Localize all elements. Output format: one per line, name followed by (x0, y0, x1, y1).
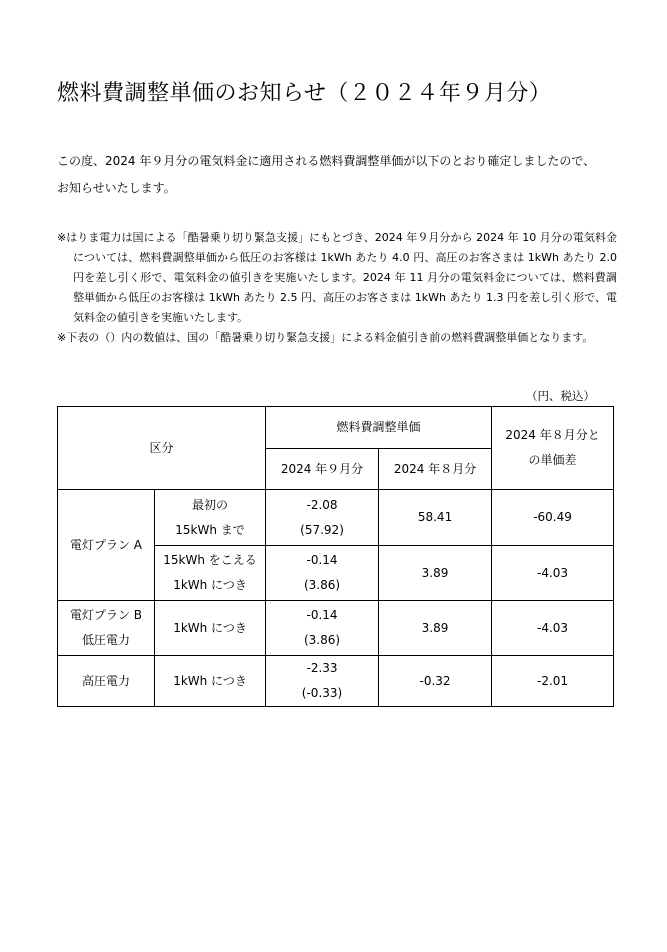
plan-a-r2-sep-value: -0.14 (306, 553, 338, 567)
page-title: 燃料費調整単価のお知らせ（２０２４年９月分） (57, 81, 552, 106)
table-row (58, 601, 614, 656)
unit-note: （円、税込） (526, 389, 595, 403)
header-diff (492, 407, 614, 490)
note-parentheses: ※下表の（）内の数値は、国の「酷暑乗り切り緊急支援」による料金値引き前の燃料費調整単価となります。 (57, 331, 594, 344)
hv-sep-value: -2.33 (306, 661, 338, 675)
table-header-row (58, 407, 614, 449)
hv-diff: -2.01 (492, 656, 614, 707)
fuel-adjustment-table (57, 406, 614, 707)
plan-b-diff: -4.03 (492, 601, 614, 656)
plan-a-r2-range (155, 546, 266, 601)
hv-sep (266, 656, 379, 707)
plan-a-r2-range-l2: 1kWh につき (173, 578, 247, 592)
plan-a-label: 電灯プラン A (58, 490, 155, 601)
notes (57, 228, 617, 348)
hv-label: 高圧電力 (58, 656, 155, 707)
plan-b-sep-pre: (3.86) (303, 633, 341, 647)
header-aug: 2024 年８月分 (379, 449, 492, 490)
header-category: 区分 (58, 407, 266, 490)
hv-aug: -0.32 (379, 656, 492, 707)
plan-a-r1-range (155, 490, 266, 546)
plan-a-r1-aug: 58.41 (379, 490, 492, 546)
plan-a-r2-range-l1: 15kWh をこえる (163, 553, 257, 567)
plan-b-unit: 1kWh につき (155, 601, 266, 656)
hv-sep-pre: (-0.33) (301, 686, 343, 700)
plan-a-r1-sep-value: -2.08 (306, 497, 338, 512)
plan-a-r1-diff: -60.49 (492, 490, 614, 546)
plan-a-r1-sep (266, 490, 379, 546)
hv-unit: 1kWh につき (155, 656, 266, 707)
plan-a-r1-sep-pre: (57.92) (300, 522, 344, 537)
plan-a-r1-range-l1: 最初の (192, 497, 229, 512)
table-row (58, 490, 614, 546)
plan-b-label (58, 601, 155, 656)
plan-a-r2-aug: 3.89 (379, 546, 492, 601)
note-discount: ※はりま電力は国による「酷暑乗り切り緊急支援」にもとづき、2024 年９月分から 2024 年 10 月分の電気料金については、燃料費調整単価から低圧のお客様は 1kWh あたり 4.0 円、高圧のお客さまは 1kWh あたり 2.0 円を差し引く形で、電気料金の値引きを実施いたします。2024 年 11 月分の電気料金については、燃料費調整単価から低圧のお客様は 1kWh あたり 2.5 円、高圧のお客さまは 1kWh あたり 1.3 円を差し引く形で、電気料金の値引きを実施いたします。 (57, 231, 617, 324)
plan-a-r2-diff: -4.03 (492, 546, 614, 601)
intro-line-2: お知らせいたします。 (57, 181, 176, 195)
plan-a-r1-range-l2: 15kWh まで (175, 522, 245, 537)
header-sep: 2024 年９月分 (266, 449, 379, 490)
header-diff-line-1: 2024 年８月分と (505, 428, 600, 442)
table-row (58, 656, 614, 707)
plan-b-label-l1: 電灯プラン B (69, 608, 143, 622)
plan-a-r2-sep-pre: (3.86) (303, 578, 341, 592)
intro-line-1: この度、2024 年９月分の電気料金に適用される燃料費調整単価が以下のとおり確定しましたので、 (57, 154, 596, 168)
plan-b-sep (266, 601, 379, 656)
plan-b-sep-value: -0.14 (306, 608, 338, 622)
header-unit-price: 燃料費調整単価 (266, 407, 492, 449)
intro-text (57, 148, 617, 202)
plan-a-r2-sep (266, 546, 379, 601)
header-diff-line-2: の単価差 (528, 453, 577, 467)
plan-b-label-l2: 低圧電力 (81, 633, 130, 647)
plan-b-aug: 3.89 (379, 601, 492, 656)
